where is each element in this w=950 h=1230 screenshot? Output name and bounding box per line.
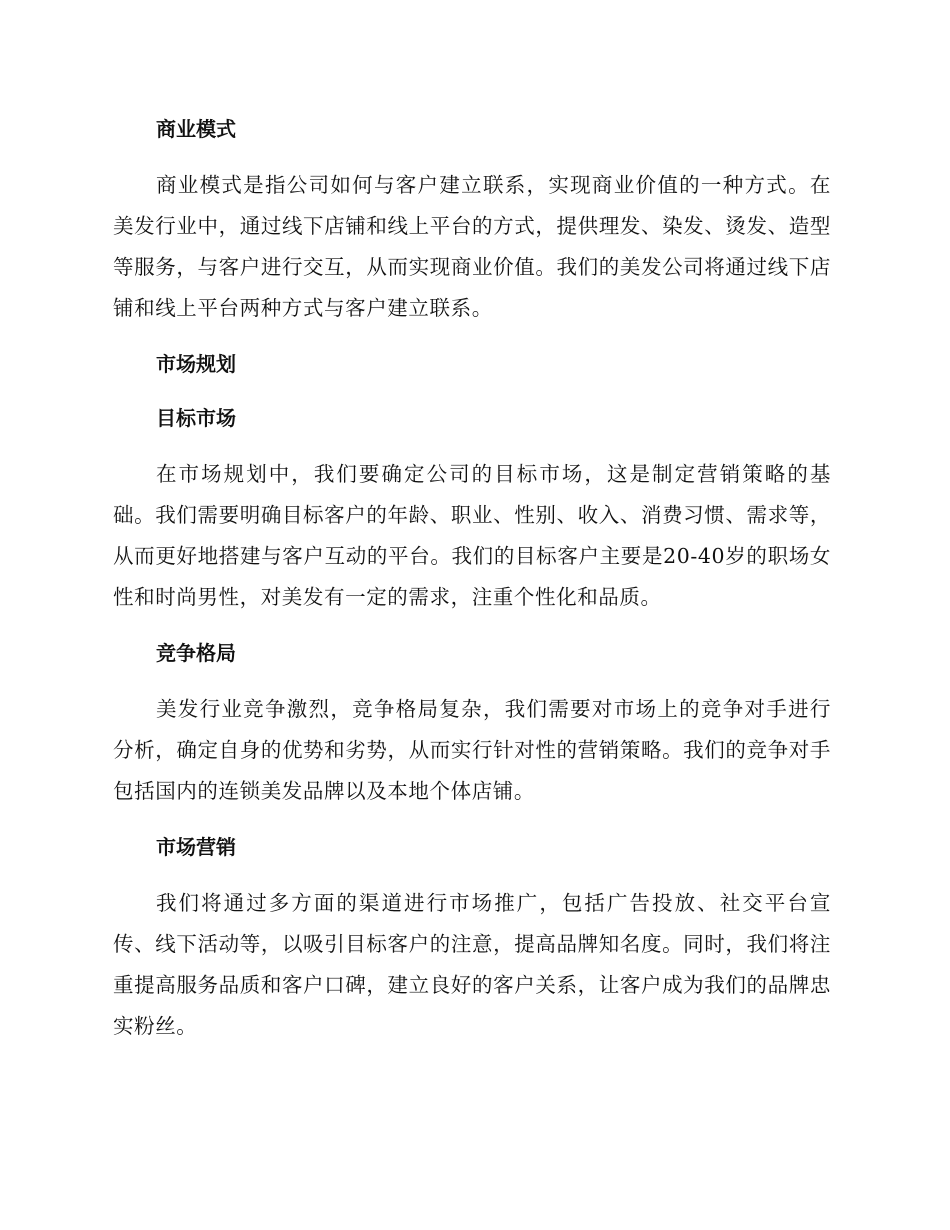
section-paragraph-business-model: 商业模式是指公司如何与客户建立联系，实现商业价值的一种方式。在美发行业中，通过线下店铺和线上平台的方式，提供理发、染发、烫发、造型等服务，与客户进行交互，从而实现商业价值。我们的美发公司将通过线下店铺和线上平台两种方式与客户建立联系。 [113, 173, 831, 320]
section-paragraph-competition: 美发行业竞争激烈，竞争格局复杂，我们需要对市场上的竞争对手进行分析，确定自身的优势和劣势，从而实行针对性的营销策略。我们的竞争对手包括国内的连锁美发品牌以及本地个体店铺。 [113, 697, 831, 803]
section-heading-market-planning: 市场规划 [156, 352, 236, 376]
section-paragraph-target-market: 在市场规划中，我们要确定公司的目标市场，这是制定营销策略的基础。我们需要明确目标客户的年龄、职业、性别、收入、消费习惯、需求等，从而更好地搭建与客户互动的平台。我们的目标客户主要是20-40岁的职场女性和时尚男性，对美发有一定的需求，注重个性化和品质。 [113, 462, 831, 609]
section-paragraph-marketing: 我们将通过多方面的渠道进行市场推广，包括广告投放、社交平台宣传、线下活动等，以吸引目标客户的注意，提高品牌知名度。同时，我们将注重提高服务品质和客户口碑，建立良好的客户关系，让客户成为我们的品牌忠实粉丝。 [113, 891, 831, 1038]
section-heading-competition: 竞争格局 [156, 641, 236, 665]
document-page [113, 110, 831, 1047]
section-heading-target-market: 目标市场 [156, 406, 236, 430]
section-heading-business-model: 商业模式 [156, 117, 236, 141]
section-heading-marketing: 市场营销 [156, 835, 236, 859]
